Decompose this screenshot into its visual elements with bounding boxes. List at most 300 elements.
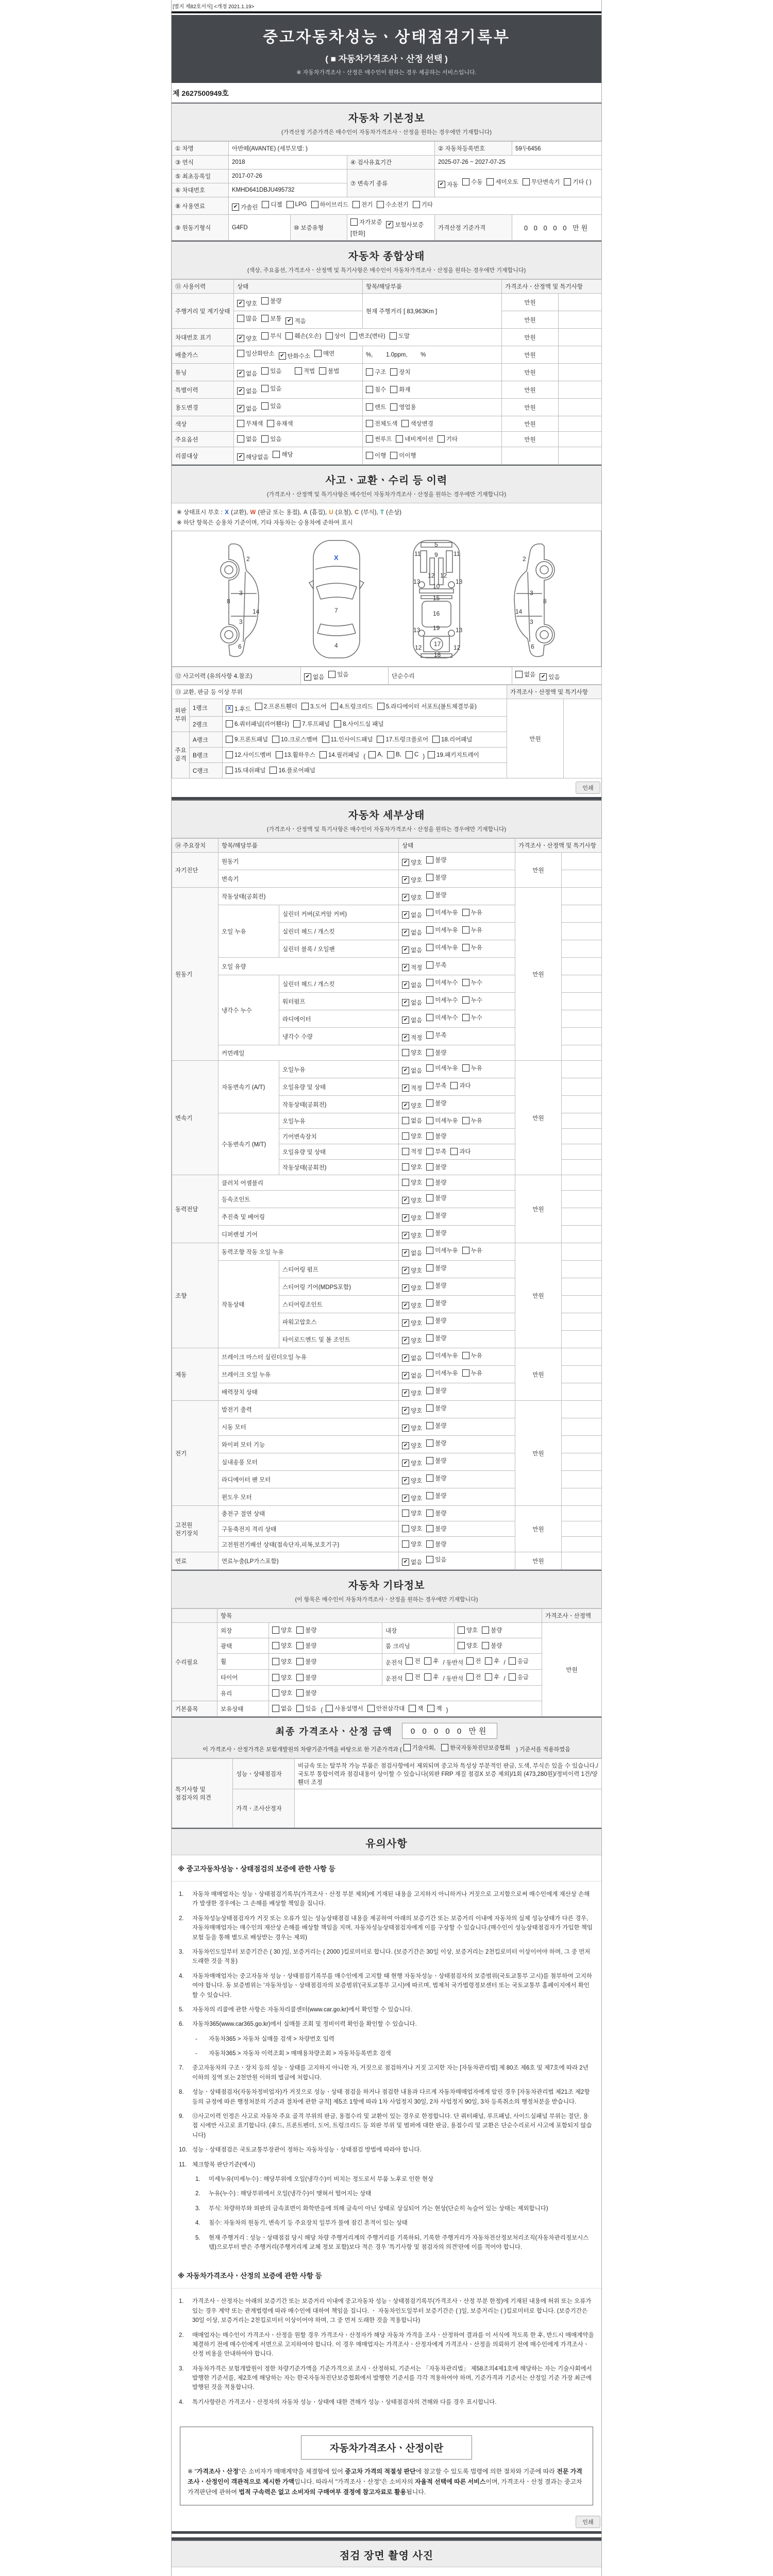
checkbox[interactable] xyxy=(402,1214,422,1222)
checkbox[interactable] xyxy=(406,1673,420,1681)
checkbox-icon xyxy=(402,1049,409,1056)
checkbox[interactable] xyxy=(402,1524,422,1533)
empty-cell xyxy=(562,1366,602,1383)
checkbox-label: 불량 xyxy=(435,1405,447,1412)
checkbox[interactable] xyxy=(396,435,433,443)
checkbox[interactable] xyxy=(402,858,422,867)
checkbox[interactable] xyxy=(426,1229,446,1237)
checkbox[interactable] xyxy=(272,1673,292,1682)
checkbox-icon xyxy=(237,315,244,322)
checkbox[interactable] xyxy=(237,369,257,378)
empty-cell xyxy=(562,1096,602,1113)
checkbox[interactable] xyxy=(320,751,359,759)
photos-title: 점검 장면 촬영 사진 xyxy=(339,2550,434,2562)
checkbox[interactable] xyxy=(426,996,458,1004)
checkbox[interactable] xyxy=(426,1351,458,1360)
checkbox[interactable] xyxy=(462,943,482,952)
checkbox[interactable] xyxy=(402,1477,422,1485)
checked-icon xyxy=(540,673,547,681)
empty-cell xyxy=(562,975,602,993)
checkbox-icon xyxy=(438,435,445,443)
checkbox[interactable] xyxy=(285,317,306,325)
checkbox[interactable] xyxy=(390,332,410,340)
checkbox[interactable] xyxy=(311,200,349,209)
checkbox[interactable] xyxy=(402,1406,422,1415)
checkbox-icon xyxy=(272,1642,279,1649)
checkbox[interactable] xyxy=(366,435,392,443)
checkbox-cell xyxy=(399,958,515,975)
checkbox[interactable] xyxy=(322,735,373,743)
checkbox[interactable] xyxy=(426,1555,446,1564)
checkbox[interactable] xyxy=(386,221,424,229)
checkbox[interactable] xyxy=(426,978,458,987)
checkbox[interactable] xyxy=(409,1704,423,1713)
inspection-photos xyxy=(172,2567,601,2576)
checkbox[interactable] xyxy=(237,299,257,308)
checkbox[interactable] xyxy=(485,1657,499,1665)
checkbox[interactable] xyxy=(515,670,535,679)
checkbox[interactable] xyxy=(426,1299,446,1307)
checkbox[interactable] xyxy=(226,735,268,743)
checkbox-icon xyxy=(466,1657,474,1665)
checkbox[interactable] xyxy=(426,908,458,917)
checkbox[interactable] xyxy=(402,1266,422,1275)
checkbox[interactable] xyxy=(237,334,257,343)
checkbox-label: 누유 xyxy=(470,1370,482,1377)
checked-icon xyxy=(402,1084,409,1092)
checkbox[interactable] xyxy=(402,1101,422,1110)
checkbox[interactable] xyxy=(426,1316,446,1325)
checkbox[interactable] xyxy=(304,673,324,681)
checkbox[interactable] xyxy=(426,1211,446,1219)
checked-icon xyxy=(402,1372,409,1379)
checkbox[interactable] xyxy=(237,453,268,461)
checkbox-label: 하이브리드 xyxy=(320,202,349,208)
checkbox[interactable] xyxy=(426,1386,446,1395)
checkbox[interactable] xyxy=(390,451,416,460)
car-diagram-underbody xyxy=(398,537,475,661)
checkbox[interactable] xyxy=(295,367,315,375)
checkbox[interactable] xyxy=(426,1048,446,1057)
empty-cell xyxy=(562,1537,602,1552)
checkbox[interactable] xyxy=(402,1249,422,1257)
checkbox-icon xyxy=(462,996,469,1004)
empty-cell xyxy=(562,1296,602,1313)
diagram-mark-x: X xyxy=(334,554,339,562)
checkbox[interactable] xyxy=(402,1231,422,1240)
checkbox[interactable] xyxy=(402,893,422,902)
checkbox[interactable] xyxy=(334,720,383,728)
checkbox[interactable] xyxy=(331,702,373,710)
checkbox[interactable] xyxy=(402,1389,422,1397)
checkbox[interactable] xyxy=(402,981,422,989)
checkbox[interactable] xyxy=(426,1524,446,1533)
checkbox[interactable] xyxy=(402,1319,422,1327)
checkbox[interactable] xyxy=(237,349,275,358)
checkbox-label: 7.루프패널 xyxy=(302,721,330,727)
checkbox[interactable] xyxy=(486,178,518,186)
checkbox[interactable] xyxy=(390,403,416,411)
standard-book-checkbox-2[interactable]: 한국자동차진단보증협회 xyxy=(441,1743,510,1752)
checkbox[interactable] xyxy=(402,1147,422,1156)
print-button[interactable]: 인쇄 xyxy=(576,2516,600,2528)
checkbox[interactable] xyxy=(426,1281,446,1290)
checkbox[interactable] xyxy=(413,200,433,209)
checkbox[interactable] xyxy=(296,1704,316,1713)
checkbox[interactable] xyxy=(261,297,281,305)
checkbox[interactable] xyxy=(272,735,318,743)
row-label: 수리필요 xyxy=(172,1623,217,1701)
checkbox[interactable] xyxy=(276,751,315,759)
checkbox[interactable] xyxy=(261,384,281,393)
checkbox[interactable] xyxy=(462,926,482,934)
checkbox[interactable] xyxy=(402,1016,422,1024)
checkbox[interactable] xyxy=(402,1540,422,1548)
column-header: 가격조사ㆍ산정액 및 특기사항 xyxy=(502,280,602,294)
text-cell: 라디에이터 xyxy=(279,1010,399,1028)
checkbox-label: 기타 xyxy=(421,202,433,208)
checkbox[interactable] xyxy=(482,1641,502,1650)
checkbox[interactable] xyxy=(226,705,251,713)
checked-icon xyxy=(304,673,311,681)
checkbox[interactable] xyxy=(426,1540,446,1548)
checkbox[interactable] xyxy=(402,928,422,937)
text-cell: 유리 xyxy=(217,1686,269,1701)
checkbox[interactable] xyxy=(296,1689,316,1697)
empty-cell xyxy=(562,1261,602,1278)
checkbox[interactable] xyxy=(279,352,310,360)
row-label: 용도변경 xyxy=(172,399,234,416)
checkbox-label: 양호 xyxy=(411,1526,423,1532)
checkbox[interactable] xyxy=(270,766,315,774)
checkbox[interactable] xyxy=(272,1626,292,1634)
checkbox[interactable] xyxy=(426,1163,446,1171)
checkbox[interactable] xyxy=(428,751,479,759)
checkbox[interactable] xyxy=(509,1673,529,1681)
checkbox[interactable] xyxy=(237,387,257,395)
checked-icon xyxy=(402,964,409,971)
checkbox[interactable] xyxy=(462,908,482,917)
checkbox[interactable] xyxy=(402,1196,422,1205)
checkbox[interactable] xyxy=(426,1031,446,1039)
text-cell: 단순수리 xyxy=(389,667,512,685)
checkbox[interactable] xyxy=(296,1626,316,1634)
checkbox-label: 화재 xyxy=(399,387,411,393)
checkbox[interactable] xyxy=(438,435,458,443)
checkbox[interactable] xyxy=(387,751,401,758)
checkbox[interactable] xyxy=(402,876,422,884)
checkbox[interactable] xyxy=(319,367,339,375)
checkbox[interactable] xyxy=(261,314,281,323)
checkbox[interactable] xyxy=(462,1246,482,1255)
checkbox[interactable] xyxy=(226,720,289,728)
checked-icon xyxy=(402,1425,409,1432)
checkbox[interactable] xyxy=(285,332,321,340)
checkbox[interactable] xyxy=(255,702,297,710)
checkbox[interactable] xyxy=(328,670,348,679)
checkbox[interactable] xyxy=(462,1369,482,1377)
checkbox[interactable] xyxy=(426,1369,458,1377)
checkbox[interactable] xyxy=(350,332,385,340)
checkbox[interactable] xyxy=(424,1673,439,1681)
checkbox[interactable] xyxy=(424,1657,439,1665)
checkbox[interactable] xyxy=(426,1081,446,1090)
checkbox[interactable] xyxy=(426,1474,446,1482)
checkbox-label: 누유 xyxy=(470,927,482,934)
checkbox-cell xyxy=(399,1366,515,1383)
checkbox[interactable] xyxy=(272,1689,292,1697)
checkbox[interactable] xyxy=(287,201,307,208)
checkbox[interactable] xyxy=(426,1421,446,1430)
checkbox[interactable] xyxy=(301,702,327,710)
checkbox[interactable] xyxy=(426,926,458,934)
checkbox[interactable] xyxy=(402,1033,422,1042)
checkbox[interactable] xyxy=(366,368,386,376)
checkbox[interactable] xyxy=(509,1657,529,1665)
checkbox-label: 누유 xyxy=(470,1248,482,1254)
checkbox[interactable] xyxy=(426,1132,446,1140)
checkbox[interactable] xyxy=(466,1673,481,1681)
checkbox[interactable] xyxy=(402,1442,422,1450)
info-box-text: ※ "가격조사ㆍ산정"은 소비자가 매매계약을 체결함에 있어 중고차 가격의 적절성 판단에 참고할 수 있도록 법령에 의한 절차와 기준에 따라 전문 가격조사ㆍ산정인이 객관적으로 제시한 가액입니다. 따라서 "가격조사ㆍ산정"은 소비자의 자율적 선택에 따른 서비스이며, 가격조사ㆍ산정 결과는 중고차 가격판단에 관하여 법적 구속력은 없고 소비자의 구매여부 결정에 참고자료로 활용됩니다. xyxy=(188,2468,582,2496)
checkbox[interactable] xyxy=(366,451,386,460)
empty-cell xyxy=(559,364,602,381)
checkbox[interactable] xyxy=(237,314,257,323)
checkbox[interactable] xyxy=(462,1013,482,1022)
checkbox[interactable] xyxy=(267,419,293,428)
checkbox[interactable] xyxy=(262,200,282,209)
checkbox[interactable] xyxy=(367,1704,405,1713)
field-value: 59두6456 xyxy=(512,142,602,156)
checked-icon xyxy=(402,1558,409,1566)
checkbox-icon xyxy=(482,1626,489,1634)
checkbox[interactable] xyxy=(426,856,446,864)
text-cell: 냉각수 수량 xyxy=(279,1028,399,1045)
checkbox[interactable] xyxy=(296,1657,316,1666)
checkbox[interactable] xyxy=(426,1099,446,1107)
checkbox[interactable] xyxy=(293,720,330,728)
checkbox[interactable] xyxy=(296,1641,316,1650)
checkbox[interactable] xyxy=(426,873,446,882)
checkbox[interactable] xyxy=(450,1147,470,1156)
checkbox[interactable] xyxy=(482,1626,502,1634)
checkbox-label: 유채색 xyxy=(276,421,293,427)
checkbox[interactable] xyxy=(402,1066,422,1075)
checkbox[interactable] xyxy=(426,1178,446,1187)
checkbox[interactable] xyxy=(402,1494,422,1502)
checkbox-label: 불량 xyxy=(435,1388,447,1394)
checkbox-label: 썬루프 xyxy=(375,436,392,443)
price-survey-info-box xyxy=(180,2427,593,2505)
checkbox[interactable] xyxy=(523,178,560,186)
checkbox[interactable] xyxy=(426,891,446,899)
checkbox[interactable] xyxy=(402,946,422,954)
checkbox-icon xyxy=(486,178,494,185)
checkbox[interactable] xyxy=(426,1509,446,1517)
checkbox[interactable] xyxy=(426,1064,458,1072)
checkbox[interactable] xyxy=(237,419,263,428)
checkbox[interactable] xyxy=(406,751,418,758)
checkbox[interactable] xyxy=(402,1163,422,1171)
checkbox-label: 없음 xyxy=(411,947,423,954)
checkbox[interactable] xyxy=(273,450,293,459)
checkbox[interactable] xyxy=(402,1424,422,1432)
checkbox[interactable] xyxy=(540,673,560,681)
checkbox[interactable] xyxy=(226,751,272,759)
checkbox-cell xyxy=(399,1471,515,1488)
checkbox-icon xyxy=(326,332,333,340)
checkbox[interactable] xyxy=(426,1013,458,1022)
checkbox-label: 양호 xyxy=(411,1461,423,1467)
column-header: 가격조사ㆍ산정액 및 특기사항 xyxy=(515,839,602,853)
checkbox[interactable] xyxy=(564,178,591,186)
checkbox-icon xyxy=(352,201,360,208)
checkbox[interactable] xyxy=(326,1704,363,1713)
checkbox-label: 없음 xyxy=(313,674,325,681)
checkbox[interactable] xyxy=(426,943,458,952)
section-detail-title: 자동차 세부상태 xyxy=(348,810,425,821)
checkbox-icon xyxy=(261,435,268,443)
checkbox-label: 양호 xyxy=(411,1268,423,1274)
checkbox[interactable] xyxy=(402,1336,422,1345)
checkbox[interactable] xyxy=(402,1132,422,1140)
empty-cell xyxy=(562,1045,602,1061)
checkbox[interactable] xyxy=(427,1704,442,1713)
checkbox[interactable] xyxy=(426,1492,446,1500)
checkbox[interactable] xyxy=(314,349,334,358)
checkbox[interactable] xyxy=(366,403,386,411)
checkbox[interactable] xyxy=(402,1301,422,1310)
checkbox[interactable] xyxy=(237,404,257,413)
checkbox[interactable] xyxy=(366,385,386,394)
checkbox[interactable] xyxy=(272,1704,292,1713)
checkbox-icon xyxy=(482,1642,489,1649)
checkbox-icon xyxy=(426,1282,433,1289)
checkbox[interactable] xyxy=(462,978,482,987)
checkbox-label: 불량 xyxy=(435,1195,447,1201)
notice-item: - 자동차365 > 자동차 실매물 검색 > 차량번호 입력 xyxy=(195,2036,334,2042)
checked-icon xyxy=(402,1232,409,1239)
column-header: 항목/해당부품 xyxy=(219,839,399,853)
checkbox[interactable] xyxy=(462,1116,482,1125)
checkbox[interactable] xyxy=(402,1284,422,1292)
checkbox-label: 불량 xyxy=(435,1213,447,1219)
row-label: 전기 xyxy=(172,1401,219,1506)
checkbox[interactable] xyxy=(432,735,472,743)
checkbox[interactable] xyxy=(261,435,281,443)
checkbox[interactable] xyxy=(401,419,433,428)
standard-book-checkbox-1[interactable]: 기술사회, xyxy=(404,1743,436,1752)
checkbox[interactable] xyxy=(426,1147,446,1156)
checkbox[interactable] xyxy=(426,1194,446,1202)
checkbox[interactable] xyxy=(402,1459,422,1467)
checkbox[interactable] xyxy=(296,1673,316,1682)
checkbox[interactable] xyxy=(402,1048,422,1057)
checkbox[interactable] xyxy=(450,1081,470,1090)
checkbox[interactable] xyxy=(426,1456,446,1465)
checkbox[interactable] xyxy=(377,702,477,710)
checkbox[interactable] xyxy=(426,1116,458,1125)
checkbox[interactable] xyxy=(226,766,265,774)
checkbox-icon xyxy=(466,1673,474,1681)
checkbox[interactable] xyxy=(402,1084,422,1092)
checkbox[interactable] xyxy=(462,996,482,1004)
checkbox[interactable] xyxy=(402,998,422,1007)
checkbox[interactable] xyxy=(350,218,382,226)
checkbox[interactable] xyxy=(426,1439,446,1447)
checkbox[interactable] xyxy=(402,1354,422,1362)
section-other-info xyxy=(172,1570,601,1608)
print-button[interactable]: 인쇄 xyxy=(576,782,600,794)
checkbox-label: 없음 xyxy=(411,1068,423,1074)
checkbox[interactable] xyxy=(458,1626,478,1634)
checkbox[interactable] xyxy=(390,385,410,394)
checkbox-cell xyxy=(399,1129,515,1144)
checkbox-label: 자동 xyxy=(447,182,459,188)
checkbox[interactable] xyxy=(368,751,383,758)
checkbox[interactable] xyxy=(261,332,281,340)
checkbox-label: 있음 xyxy=(270,403,282,410)
checkbox[interactable] xyxy=(466,1657,481,1665)
checkbox[interactable] xyxy=(438,180,458,189)
checkbox[interactable] xyxy=(462,178,482,186)
checkbox[interactable] xyxy=(458,1641,478,1650)
text-cell: 수동변속기 (M/T) xyxy=(219,1113,279,1175)
checkbox[interactable] xyxy=(377,735,428,743)
checkbox[interactable] xyxy=(462,1351,482,1360)
checkbox[interactable] xyxy=(390,368,410,376)
diagram-label: 3 xyxy=(239,618,243,625)
checkbox[interactable] xyxy=(406,1657,420,1665)
checkbox[interactable] xyxy=(402,1371,422,1380)
checkbox[interactable] xyxy=(402,1509,422,1517)
checkbox[interactable] xyxy=(232,203,258,211)
checkbox[interactable] xyxy=(426,961,446,969)
checkbox[interactable] xyxy=(426,1246,458,1255)
checkbox-label: 미세누수 xyxy=(435,1015,458,1021)
checkbox[interactable] xyxy=(462,1064,482,1072)
checkbox-icon xyxy=(426,1369,433,1377)
checkbox[interactable] xyxy=(272,1657,292,1666)
checkbox[interactable] xyxy=(402,963,422,972)
checkbox[interactable] xyxy=(272,1641,292,1650)
checkbox[interactable] xyxy=(366,419,397,428)
checkbox[interactable] xyxy=(426,1264,446,1272)
checkbox[interactable] xyxy=(261,367,281,375)
checkbox-label: 적정 xyxy=(411,1035,423,1041)
checkbox-label: 불량 xyxy=(435,1300,447,1307)
row-label: 주요골격 xyxy=(172,732,190,778)
used-car-inspection-record xyxy=(171,0,602,2576)
checkbox[interactable] xyxy=(485,1673,499,1681)
checkbox[interactable] xyxy=(352,200,373,209)
checked-icon xyxy=(402,1249,409,1257)
checkbox[interactable] xyxy=(426,1334,446,1342)
checkbox[interactable] xyxy=(402,1116,422,1125)
checkbox[interactable] xyxy=(326,332,346,340)
checkbox-icon xyxy=(564,178,571,185)
checkbox[interactable] xyxy=(261,402,281,410)
section-basic-title: 자동차 기본정보 xyxy=(348,113,425,124)
checkbox-label: 누수 xyxy=(470,997,482,1004)
checkbox[interactable] xyxy=(426,1404,446,1412)
checkbox[interactable] xyxy=(402,1178,422,1187)
text-cell: 배력장치 상태 xyxy=(219,1383,399,1401)
checkbox[interactable] xyxy=(402,911,422,919)
checkbox[interactable] xyxy=(377,200,408,209)
checkbox[interactable] xyxy=(237,435,257,443)
checkbox[interactable] xyxy=(402,1558,422,1566)
